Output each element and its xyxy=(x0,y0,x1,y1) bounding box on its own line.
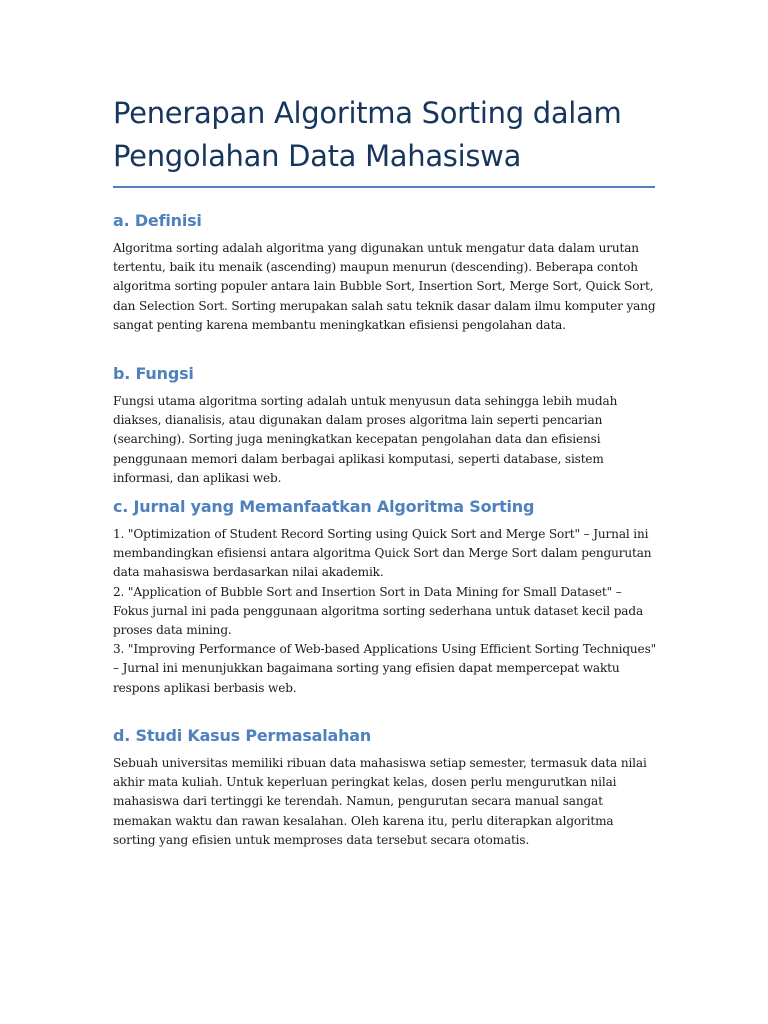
journal-item-1: 1. "Optimization of Student Record Sorting using Quick Sort and Merge Sort" – Jurnal ini membandingkan efisiensi antara algoritma Quick Sort dan Merge Sort dalam pengurutan data mahasiswa berdasarkan nilai akademik. xyxy=(113,527,652,580)
section-heading-jurnal: c. Jurnal yang Memanfaatkan Algoritma Sorting xyxy=(113,497,535,516)
section-body-definisi: Algoritma sorting adalah algoritma yang digunakan untuk mengatur data dalam urutan tertentu, baik itu menaik (ascending) maupun menurun (descending). Beberapa contoh algoritma sorting populer antara lain Bubble Sort, Insertion Sort, Merge Sort, Quick Sort, dan Selection Sort. Sorting merupakan salah satu teknik dasar dalam ilmu komputer yang sangat penting karena membantu meningkatkan efisiensi pengolahan data. xyxy=(113,241,656,332)
document-title xyxy=(113,92,658,178)
section-body-studi-kasus: Sebuah universitas memiliki ribuan data mahasiswa setiap semester, termasuk data nilai akhir mata kuliah. Untuk keperluan peringkat kelas, dosen perlu mengurutkan nilai mahasiswa dari tertinggi ke terendah. Namun, pengurutan secara manual sangat memakan waktu dan rawan kesalahan. Oleh karena itu, perlu diterapkan algoritma sorting yang efisien untuk memproses data tersebut secara otomatis. xyxy=(113,756,647,847)
section-fungsi xyxy=(113,363,658,488)
title-underline-rule xyxy=(113,186,655,188)
section-heading-definisi: a. Definisi xyxy=(113,211,202,230)
document-page xyxy=(113,92,658,847)
section-heading-fungsi: b. Fungsi xyxy=(113,364,194,383)
section-studi-kasus xyxy=(113,725,658,850)
document-title-line-2: Pengolahan Data Mahasiswa xyxy=(113,139,522,173)
section-definisi xyxy=(113,210,658,335)
section-heading-studi-kasus: d. Studi Kasus Permasalahan xyxy=(113,726,372,745)
journal-list xyxy=(113,525,658,698)
section-jurnal xyxy=(113,496,658,698)
journal-item-3: 3. "Improving Performance of Web-based Applications Using Efficient Sorting Techniques" – Jurnal ini menunjukkan bagaimana sorting yang efisien dapat mempercepat waktu respons aplikasi berbasis web. xyxy=(113,642,657,695)
journal-item-2: 2. "Application of Bubble Sort and Insertion Sort in Data Mining for Small Dataset" – Fokus jurnal ini pada penggunaan algoritma sorting sederhana untuk dataset kecil pada proses data mining. xyxy=(113,584,643,638)
document-title-line-1: Penerapan Algoritma Sorting dalam xyxy=(113,96,622,130)
section-body-fungsi: Fungsi utama algoritma sorting adalah untuk menyusun data sehingga lebih mudah diakses, dianalisis, atau digunakan dalam proses algoritma lain seperti pencarian (searching). Sorting juga meningkatkan kecepatan pengolahan data dan efisiensi penggunaan memori dalam berbagai aplikasi komputasi, seperti database, sistem informasi, dan aplikasi web. xyxy=(113,394,618,485)
